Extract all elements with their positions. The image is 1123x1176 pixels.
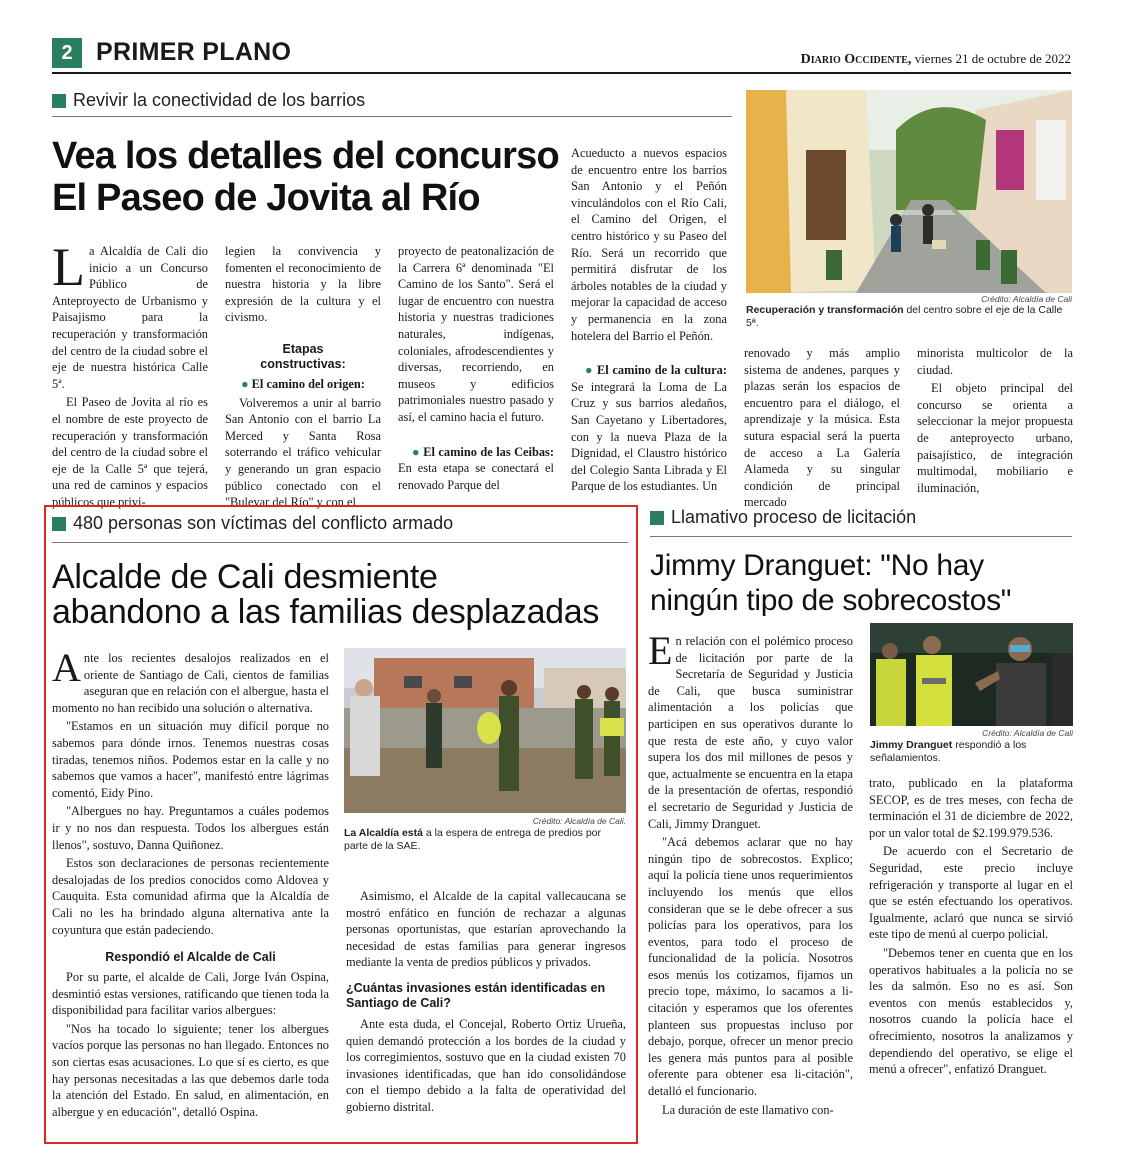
header-rule [52, 72, 1071, 74]
page-number: 2 [52, 38, 82, 68]
drop-cap: L [52, 237, 85, 297]
subheading-line-2: constructivas: [260, 356, 346, 371]
paragraph: Ante esta duda, el Concejal, Roberto Ortiz Urueña, quien demandó protección a los bordes de la ciudad y los corregimientos, sostuvo que en la ciudad existen 70 invasiones identificadas, que han ido consolidándose con el tiempo debido a la falta de operatividad del gobierno distrital. [346, 1016, 626, 1114]
paragraph: El Paseo de Jovita al río es el nombre de este proyecto de recuperación y transformación del centro de la ciudad sobre el eje de la Calle 5ª que tejerá, una red de caminos y espacios públicos que privi- [52, 395, 208, 509]
left-story-column-2 [346, 888, 626, 1118]
paragraph: Asimismo, el Alcalde de la capital vallecaucana se mostró enfático en función de rechazar a algunas personas oportunistas, que estarían aprovechando la necesidad de estas familias para generar ingresos mediante la venta de predios públicos y privados. [346, 889, 626, 970]
right-story-headline [650, 548, 1080, 618]
right-story-column-1 [648, 628, 853, 1120]
section-title: PRIMER PLANO [96, 38, 292, 66]
paragraph: Acueducto a nuevos espacios de encuentro entre los barrios San Antonio y el Peñón vinculándolos con el Río Cali, el Camino del Origen, el centro histórico y su Paseo del Río. Será un recorrido que permitirá disfrutar de los árboles notables de la ciudad y mejorar la capacidad de acceso y permanencia en la zona hotelera del Barrio el Peñón. [571, 146, 727, 343]
photo-caption [870, 739, 1073, 765]
street-photo [746, 90, 1072, 293]
photo-credit: Crédito: Alcaldía de Cali [982, 728, 1073, 738]
paragraph: "Debemos tener en cuenta que en los operativos habituales a la policía no se les da salmón. Eso no es así. Son eventos con menús establecidos y, nosotros cuando la policía hace el ofrecimiento, nosotros la analizamos y dependiendo del operativo, se elige el menú a ofrecer", enfatizó Dranguet. [869, 945, 1073, 1077]
subheading: Respondió el Alcalde de Cali [105, 950, 276, 965]
subheading [225, 342, 381, 372]
photo-caption [344, 827, 626, 853]
caption-bold: Recuperación y transformación [746, 304, 904, 316]
headline-line-2: abandono a las familias desplazadas [52, 593, 600, 631]
masthead [801, 51, 1071, 68]
headline-line-1: Alcalde de Cali desmiente [52, 558, 438, 596]
left-story-headline [52, 560, 632, 630]
square-bullet-icon [650, 511, 664, 525]
displaced-families-illustration [344, 648, 626, 813]
paragraph: Se integrará la Loma de La Cruz y sus barrios aledaños, San Cayetano y Libertadores, con y la nueva Plaza de la Dignidad, el Claustro histórico del Colegio Santa Librada y El Parque de los estudiantes. Un [571, 379, 727, 494]
square-bullet-icon [52, 94, 66, 108]
paragraph: La duración de este llamativo con- [662, 1102, 834, 1117]
square-bullet-icon [52, 517, 66, 531]
top-story-column-6 [917, 345, 1073, 498]
dot-bullet-icon: ● [412, 444, 420, 459]
kicker-text: 480 personas son víctimas del conflicto armado [73, 513, 454, 533]
right-story-kicker [650, 507, 916, 528]
right-story-column-2 [869, 775, 1073, 1080]
issue-date: viernes 21 de octubre de 2022 [914, 51, 1071, 66]
kicker-text: Revivir la conectividad de los barrios [73, 90, 366, 110]
dranguet-photo [870, 623, 1073, 726]
caption-bold: La Alcaldía está [344, 827, 423, 839]
paragraph: nte los recientes desalojos realizados en el oriente de Santiago de Cali, cientos de familias aseguran que en relación con el albergue, hasta el momento no han recibido una solución o alternativa. [52, 651, 329, 715]
street-photo-illustration [746, 90, 1072, 293]
paragraph: minorista multicolor de la ciudad. [917, 346, 1073, 377]
kicker-rule [52, 116, 732, 117]
paragraph: De acuerdo con el Secretario de Seguridad, este precio incluye refrigeración y transporte al lugar en el que se estén efectuando los operativos. Igualmente, aclaró que nunca se sirvió este tipo de menú al cuerpo policial. [869, 844, 1073, 942]
caption-bold: Jimmy Dranguet [870, 739, 953, 751]
paragraph: Por su parte, el alcalde de Cali, Jorge Iván Ospina, desmintió estas versiones, ratificando que tienen toda la disponibilidad para facilitar varios albergues: [52, 970, 329, 1018]
paragraph: legien la convivencia y fomenten el reconocimiento de nuestra historia y la libre expresión de la cultura y el civismo. [225, 244, 381, 325]
caption-text: respondió a los señalamientos. [870, 739, 1027, 764]
left-story-column-1 [52, 645, 329, 1122]
photo-caption [746, 304, 1072, 330]
bullet-title: El camino del origen: [251, 376, 365, 391]
photo-credit: Crédito: Alcaldía de Cali [981, 294, 1072, 304]
paragraph: "Albergues no hay. Preguntamos a cuáles podemos ir y no nos dan respuesta. Todos los albergues están llenos", sostuvo, Danna Quiñonez. [52, 804, 329, 852]
kicker-rule [52, 542, 628, 543]
paragraph: n relación con el polémico proceso de licitación por parte de la Secretaría de Seguridad y Justicia de Cali, que busca suministrar alimentación a los policías que participen en sus operativos durante lo que resta de este año, y cuyo valor supera los dos mil millones de pesos y que, actualmente se encuentra en la etapa de la presentación de ofertas, respondió el secretario de Seguridad y Justicia de Cali, Jimmy Dranguet. [648, 634, 853, 831]
paragraph: "Estamos en un situación muy difícil porque no sabemos para dónde irnos. Tenemos nuestras cosas tiradas, tenemos niños. Podemos estar en la calle y no sabemos que vamos a hacer", manifestó entre lágrimas comentó, Eidy Pino. [52, 719, 329, 800]
paragraph: a Alcaldía de Cali dio inicio a un Concurso Público de Anteproyecto de Urbanismo y Paisajismo para la recuperación y transformación del centro de la ciudad sobre el eje de nuestra histórica Calle 5ª. [52, 244, 208, 391]
drop-cap: A [52, 645, 81, 690]
headline-line-1: Jimmy Dranguet: "No hay [650, 549, 984, 582]
bullet-title: El camino de las Ceibas: [423, 444, 555, 459]
kicker-rule [650, 536, 1072, 537]
dot-bullet-icon: ● [241, 376, 249, 391]
headline-line-1: Vea los detalles del concurso [52, 135, 559, 177]
displaced-families-photo [344, 648, 626, 813]
top-story-column-1 [52, 237, 208, 513]
paragraph: "Nos ha tocado lo siguiente; tener los albergues vacíos porque las personas no han llegado. Entonces no son ciertas esas acusaciones. Lo que sí es cierto, es que hay personas necesitadas a las que debemos darle toda la atención del Estado. En salud, en alimentación, en albergue y en educación", detalló Ospina. [52, 1021, 329, 1119]
bullet-title: El camino de la cultura: [596, 363, 728, 378]
newspaper-brand: Diario Occidente, [800, 52, 912, 67]
paragraph: proyecto de peatonalización de la Carrera 6ª denominada "El Camino de los Santo". Será el lugar de encuentro con nuestra historia y nuestras tradiciones naturales, indígenas, coloniales, afrodescendientes y diversas, recorriendo, en museos y edificios patrimoniales nuestro pasado y así, el camino hacia el futuro. [398, 244, 554, 424]
paragraph: En esta etapa se conectará el renovado Parque del [398, 461, 554, 492]
left-story-kicker [52, 513, 453, 534]
headline-line-2: ningún tipo de sobrecostos" [650, 584, 1012, 617]
caption-text: a la espera de entrega de predios por parte de la SAE. [344, 827, 602, 852]
top-story-column-3 [398, 243, 554, 495]
subheading-line-1: Etapas [282, 341, 324, 356]
headline-line-2: El Paseo de Jovita al Río [52, 177, 480, 219]
top-story-kicker [52, 90, 365, 111]
paragraph: renovado y más amplio sistema de andenes, parques y plazas serán los espacios de encuentro para el diálogo, el aprendizaje y la música. Esta sutura espacial será la puerta de acceso a La Galería Alameda y su singular condición de principal mercado [744, 346, 900, 510]
paragraph: Estos son declaraciones de personas recientemente desalojadas de los predios conocidos como Aldovea y Cauquita. Esta comunidad afirma que la Alcaldía de Cali no les ha brindado alguna alternativa ante la coyuntura que están padeciendo. [52, 856, 329, 937]
top-story-headline [52, 135, 572, 219]
drop-cap: E [648, 628, 673, 673]
photo-credit: Crédito: Alcaldía de Cali. [532, 816, 626, 826]
caption-text: del centro sobre el eje de la Calle 5ª. [746, 304, 1063, 329]
top-story-column-5 [744, 345, 900, 513]
question-subheading: ¿Cuántas invasiones están identificadas en Santiago de Cali? [346, 980, 606, 1011]
dranguet-photo-illustration [870, 623, 1073, 726]
paragraph: El objeto principal del concurso se orienta a seleccionar la mejor propuesta de anteproyecto urbano, paisajístico, de integración multimodal, mobiliario e iluminación, [917, 381, 1073, 495]
paragraph: "Acá debemos aclarar que no hay ningún tipo de sobrecostos. Explico; aquí la policía tiene unos requerimientos incluyendo los menús que ellos consideran que se le debe ofrecer a sus policías para los operativos, para los eventos, para todo el proceso de funcionalidad de la policía. Nosotros esos menús los cotizamos, fijamos un precio tope, máximo, lo sacamos a li-citación y esperamos que los oferentes planteen sus propuestas incluso por debajo, porque, ofrecer un menor precio les genera más puntos para al posible oferente para obtener esa li-citación", detalló el funcionario. [648, 835, 853, 1099]
dot-bullet-icon: ● [585, 363, 594, 378]
top-story-column-2 [225, 243, 381, 513]
paragraph: Volveremos a unir al barrio San Antonio con el barrio La Merced y Santa Rosa soterrando el tráfico vehicular y generando un gran espacio público conectado con el "Bulevar del Río" y con el [225, 395, 381, 510]
top-story-column-4 [571, 145, 727, 497]
paragraph: trato, publicado en la plataforma SECOP, es de tres meses, con fecha de terminación el 31 de diciembre de 2022, por un valor total de $2.199.979.536. [869, 776, 1073, 840]
kicker-text: Llamativo proceso de licitación [671, 507, 917, 527]
